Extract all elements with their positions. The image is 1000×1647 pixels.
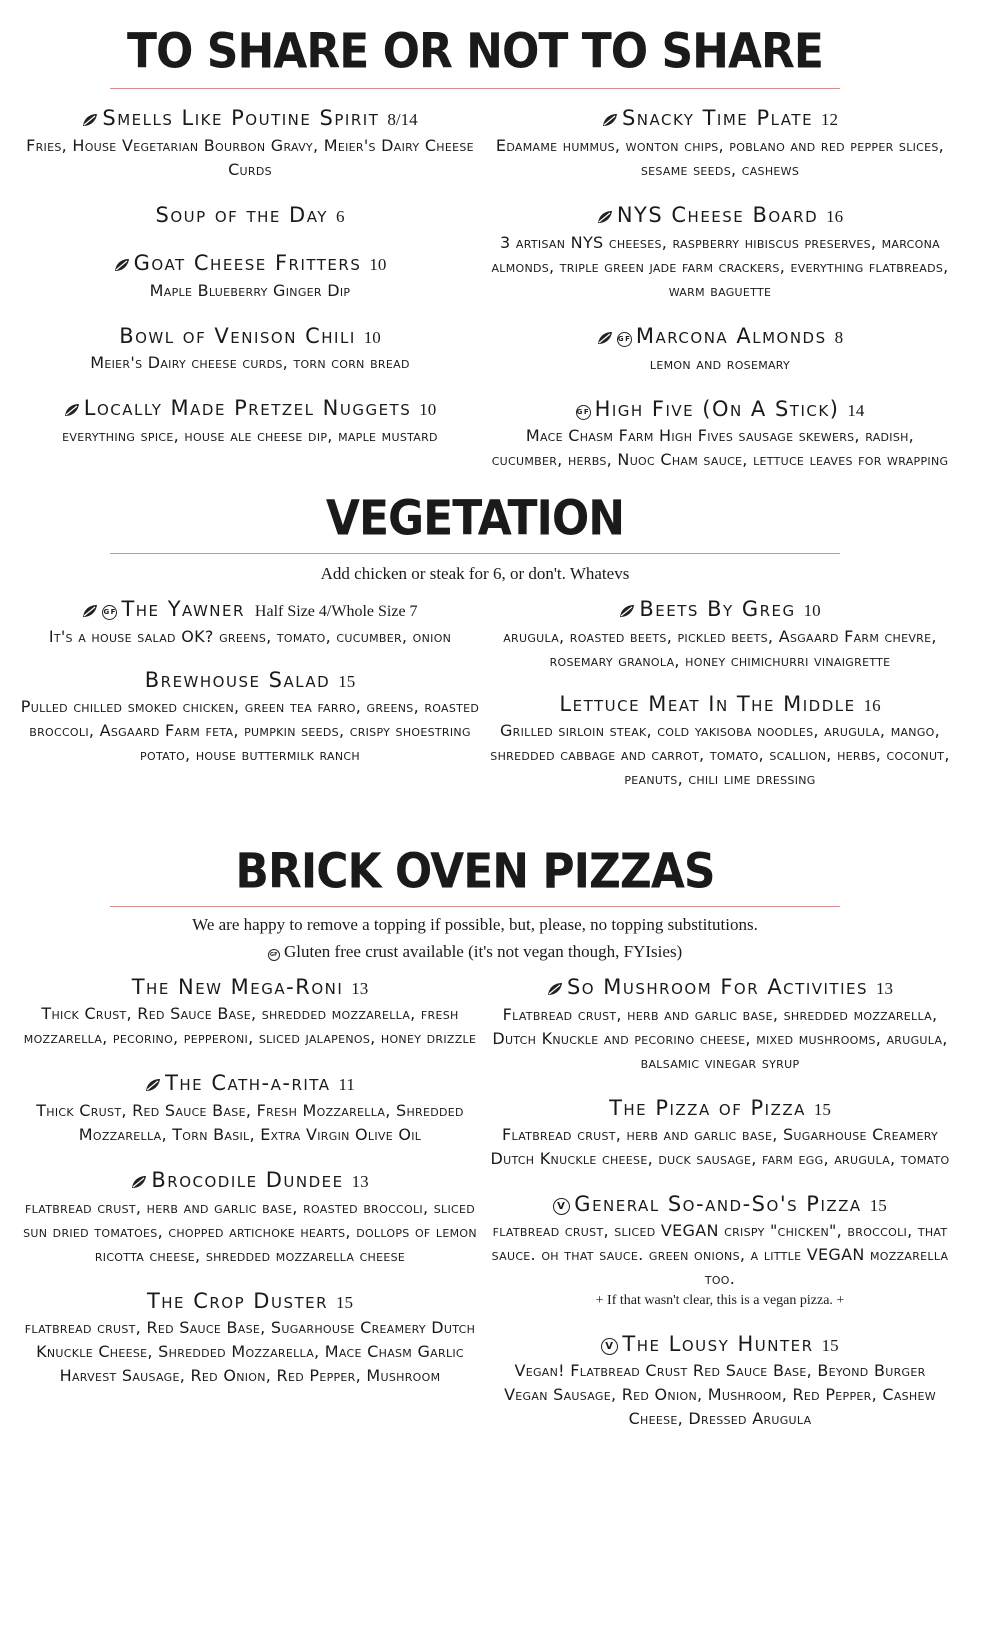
item-price: Half Size 4/Whole Size 7: [254, 603, 418, 620]
item-description: everything spice, house ale cheese dip, maple mustard: [62, 426, 438, 445]
leaf-icon: [619, 598, 635, 625]
item-description: Thick Crust, Red Sauce Base, shredded mozzarella, fresh mozzarella, pecorino, pepperoni, sliced jalapenos, honey drizzle: [23, 1004, 477, 1047]
share-columns: [0, 105, 950, 472]
menu-item: [20, 202, 480, 230]
item-description: Meier's Dairy cheese curds, torn corn bread: [90, 353, 410, 372]
menu-item: [20, 1167, 480, 1268]
item-name: So Mushroom For Activities: [566, 975, 869, 999]
menu-item: [490, 596, 950, 673]
item-description: Edamame hummus, wonton chips, poblano and red pepper slices, sesame seeds, cashews: [495, 136, 945, 179]
menu-item: [490, 974, 950, 1075]
item-description: Thick Crust, Red Sauce Base, Fresh Mozzarella, Shredded Mozzarella, Torn Basil, Extra Virgin Olive Oil: [36, 1101, 464, 1144]
pizzas-section-header: [0, 843, 950, 965]
item-name: Goat Cheese Fritters: [133, 251, 362, 275]
leaf-icon: [602, 107, 618, 134]
item-description: 3 artisan NYS cheeses, raspberry hibiscus preserves, marcona almonds, triple green jade farm crackers, everything flatbreads, warm baguette: [491, 233, 949, 300]
item-name: The Crop Duster: [146, 1289, 329, 1313]
item-price: 6: [335, 207, 345, 226]
item-name: High Five (On A Stick): [594, 397, 840, 421]
item-price: 15: [338, 672, 356, 691]
menu-item: [20, 250, 480, 303]
leaf-icon: [547, 976, 563, 1003]
item-price: 13: [876, 979, 894, 998]
vegetation-columns: [0, 596, 950, 791]
item-name: The Pizza of Pizza: [609, 1096, 806, 1120]
section-note: Add chicken or steak for 6, or don't. Whatevs: [320, 564, 630, 583]
item-price: 13: [351, 1172, 369, 1191]
leaf-icon: [82, 598, 98, 625]
gluten-free-note: GF Gluten free crust available (it's not vegan though, FYIsies): [0, 938, 950, 965]
item-description: Pulled chilled smoked chicken, green tea farro, greens, roasted broccoli, Asgaard Farm feta, pumpkin seeds, crispy shoestring potato, house buttermilk ranch: [20, 697, 480, 764]
item-description: Mace Chasm Farm High Fives sausage skewers, radish, cucumber, herbs, Nuoc Cham sauce, lettuce leaves for wrapping: [491, 426, 949, 469]
leaf-icon: [82, 107, 98, 134]
item-price: 15: [336, 1293, 354, 1312]
item-description: arugula, roasted beets, pickled beets, Asgaard Farm chevre, rosemary granola, honey chimichurri vinaigrette: [503, 627, 937, 670]
item-price: 11: [338, 1075, 355, 1094]
menu-item: [490, 1191, 950, 1311]
item-name: Marcona Almonds: [635, 324, 827, 348]
item-price: 10: [369, 255, 387, 274]
item-price: 10: [363, 328, 381, 347]
share-section-header: [0, 23, 950, 89]
gluten-free-icon: GF: [268, 949, 280, 961]
item-price: 8: [834, 328, 844, 347]
leaf-icon: [64, 397, 80, 424]
vegetation-left-column: [20, 596, 480, 791]
menu-item: [20, 974, 480, 1050]
item-price: 10: [419, 400, 437, 419]
vegan-icon: V: [601, 1338, 618, 1355]
share-left-column: [20, 105, 480, 472]
pizzas-columns: [0, 974, 950, 1431]
item-name: Brocodile Dundee: [151, 1168, 344, 1192]
share-right-column: [490, 105, 950, 472]
item-name: The Cath-a-rita: [165, 1071, 331, 1095]
item-name: NYS Cheese Board: [616, 203, 819, 227]
divider: [110, 88, 840, 89]
item-name: Locally Made Pretzel Nuggets: [83, 396, 412, 420]
item-description: Fries, House Vegetarian Bourbon Gravy, Meier's Dairy Cheese Curds: [26, 136, 474, 179]
menu-item: [20, 1070, 480, 1147]
item-description: Flatbread crust, herb and garlic base, Sugarhouse Creamery Dutch Knuckle cheese, duck sausage, farm egg, arugula, tomato: [490, 1125, 950, 1168]
item-description: It's a house salad OK? greens, tomato, cucumber, onion: [48, 627, 452, 646]
item-name: The Yawner: [121, 597, 245, 621]
item-price: 16: [863, 696, 881, 715]
menu-item: [490, 202, 950, 303]
item-name: Lettuce Meat In The Middle: [559, 692, 856, 716]
menu-item: [20, 323, 480, 375]
divider: [110, 906, 840, 907]
vegan-icon: V: [553, 1198, 570, 1215]
menu-item: [20, 1288, 480, 1388]
menu-item: [20, 105, 480, 182]
item-price: 8/14: [387, 110, 418, 129]
item-description: flatbread crust, Red Sauce Base, Sugarhouse Creamery Dutch Knuckle Cheese, Shredded Mozzarella, Mace Chasm Garlic Harvest Sausage, Red Onion, Red Pepper, Mushroom: [24, 1318, 476, 1385]
item-description: Vegan! Flatbread Crust Red Sauce Base, Beyond Burger Vegan Sausage, Red Onion, Mushroom, Red Pepper, Cashew Cheese, Dressed Arugula: [504, 1361, 936, 1428]
gluten-free-icon: GF: [576, 405, 591, 420]
item-name: The New Mega-Roni: [131, 975, 344, 999]
item-name: Smells Like Poutine Spirit: [102, 106, 380, 130]
item-description: Grilled sirloin steak, cold yakisoba noodles, arugula, mango, shredded cabbage and carrot, tomato, scallion, herbs, coconut, peanuts, chili lime dressing: [490, 721, 950, 788]
item-name: Brewhouse Salad: [144, 668, 331, 692]
item-description: flatbread crust, sliced VEGAN crispy "chicken", broccoli, that sauce. oh that sauce. green onions, a little VEGAN mozzarella too.: [491, 1221, 949, 1288]
pizzas-left-column: [20, 974, 480, 1431]
section-note: We are happy to remove a topping if possible, but, please, no topping substitutions.: [192, 915, 758, 934]
item-price: 15: [821, 1336, 839, 1355]
menu-item: [20, 667, 480, 767]
gluten-free-icon: GF: [617, 332, 632, 347]
section-title: TO SHARE OR NOT TO SHARE: [127, 23, 823, 80]
item-name: Bowl of Venison Chili: [119, 324, 356, 348]
item-note: + If that wasn't clear, this is a vegan pizza. +: [595, 1293, 845, 1308]
item-name: Snacky Time Plate: [621, 106, 814, 130]
menu-item: [490, 105, 950, 182]
item-name: General So-and-So's Pizza: [574, 1192, 862, 1216]
menu-item: [490, 1095, 950, 1171]
item-price: 16: [826, 207, 844, 226]
menu-item: [20, 596, 480, 649]
item-price: 13: [351, 979, 369, 998]
menu-item: [490, 396, 950, 472]
menu-item: [490, 1331, 950, 1431]
gluten-free-icon: GF: [102, 605, 117, 620]
item-name: Soup of the Day: [155, 203, 328, 227]
item-description: lemon and rosemary: [649, 354, 791, 373]
menu-item: [490, 691, 950, 791]
section-title: BRICK OVEN PIZZAS: [235, 843, 715, 900]
item-price: 15: [813, 1100, 831, 1119]
menu-item: [20, 395, 480, 448]
leaf-icon: [597, 204, 613, 231]
item-name: Beets By Greg: [639, 597, 796, 621]
pizzas-right-column: [490, 974, 950, 1431]
vegetation-right-column: [490, 596, 950, 791]
vegetation-section-header: [0, 490, 950, 587]
section-title: VEGETATION: [325, 490, 625, 547]
item-description: flatbread crust, herb and garlic base, roasted broccoli, sliced sun dried tomatoes, chopped artichoke hearts, dollops of lemon ricotta cheese, shredded mozzarella cheese: [23, 1198, 477, 1265]
item-price: 15: [869, 1196, 887, 1215]
leaf-icon: [145, 1072, 161, 1099]
item-price: 12: [821, 110, 839, 129]
leaf-icon: [597, 325, 613, 352]
leaf-icon: [131, 1169, 147, 1196]
item-price: 14: [847, 401, 865, 420]
leaf-icon: [114, 252, 130, 279]
item-name: The Lousy Hunter: [622, 1332, 814, 1356]
divider: [110, 553, 840, 554]
item-description: Maple Blueberry Ginger Dip: [149, 281, 351, 300]
item-price: 10: [803, 601, 821, 620]
item-description: Flatbread crust, herb and garlic base, shredded mozzarella, Dutch Knuckle and pecorino cheese, mixed mushrooms, arugula, balsamic vinegar syrup: [492, 1005, 948, 1072]
menu-item: [490, 323, 950, 376]
